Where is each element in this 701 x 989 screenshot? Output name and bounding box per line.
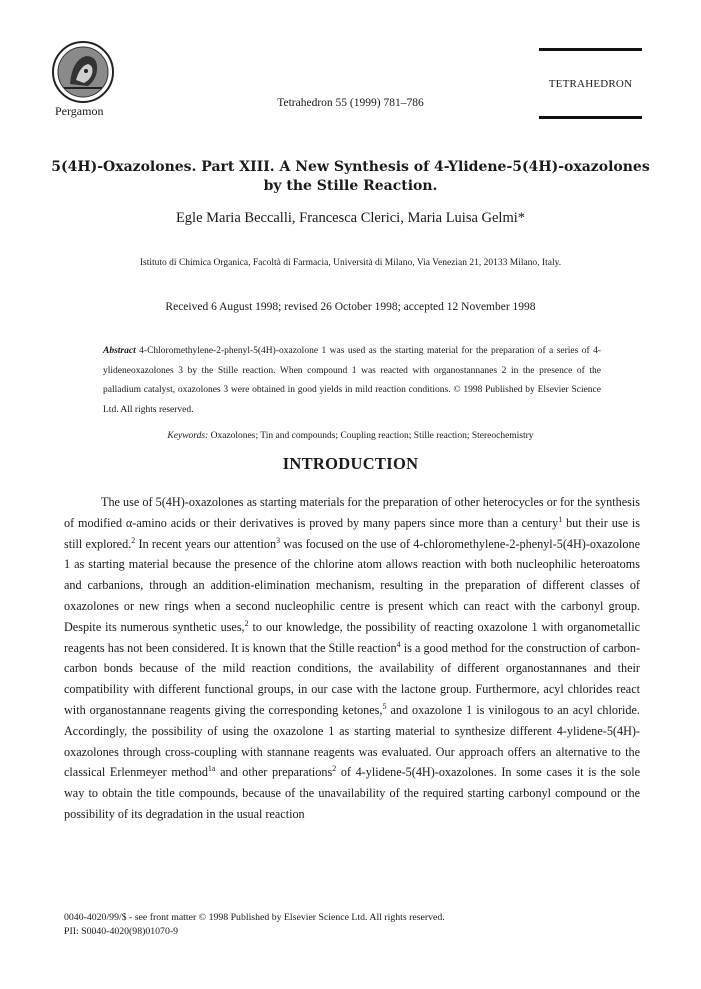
reference-marker: 2 xyxy=(131,535,136,545)
section-heading-introduction: INTRODUCTION xyxy=(282,454,419,473)
affiliation: Istituto di Chimica Organica, Facoltà di Farmacia, Università di Milano, Via Venezian 21, 20133 Milano, Italy. xyxy=(139,258,562,268)
received-dates: Received 6 August 1998; revised 26 October 1998; accepted 12 November 1998 xyxy=(165,301,536,313)
reference-marker: 1 xyxy=(558,514,563,524)
body-text: and other preparations xyxy=(215,765,333,780)
abstract-text: 4-Chloromethylene-2-phenyl-5(4H)-oxazolone 1 was used as the starting material for the preparation of a series of 4-ylideneoxazolones 3 by the Stille reaction. When compound 1 was reacted with organostannanes 2 in the presence of the palladium catalyst, oxazolones 3 were obtained in good yields in mild reaction conditions. © 1998 Published by Elsevier Science Ltd. All rights reserved. xyxy=(103,346,602,415)
reference-marker: 4 xyxy=(396,639,401,649)
introduction-paragraph xyxy=(64,492,640,825)
publisher-name: Pergamon xyxy=(55,104,104,118)
reference-marker: 5 xyxy=(382,701,387,711)
publisher-logo xyxy=(50,40,116,104)
author-list: Egle Maria Beccalli, Francesca Clerici, Maria Luisa Gelmi* xyxy=(175,210,526,226)
abstract xyxy=(103,342,601,420)
journal-citation: Tetrahedron 55 (1999) 781–786 xyxy=(277,97,424,109)
body-text: to our knowledge, the possibility of reacting oxazolone 1 with organometallic reagents has not been considered. It is known that the Stille reaction xyxy=(64,619,640,655)
journal-name: TETRAHEDRON xyxy=(548,78,633,90)
keywords-label: Keywords: xyxy=(167,431,209,441)
body-text: but their use is still explored. xyxy=(64,515,640,551)
header-rule-bottom xyxy=(539,116,642,119)
pii-line: PII: S0040-4020(98)01070-9 xyxy=(64,926,179,937)
reference-marker: 2 xyxy=(244,618,249,628)
body-text: In recent years our attention xyxy=(135,536,277,551)
reference-marker: 2 xyxy=(332,764,337,774)
body-text: and oxazolone 1 is vinilogous to an acyl chloride. Accordingly, the possibility of using the oxazolone 1 as starting material to synthesize different 4-ylidene-5(4H)-oxazolones through cross-coupling with stannane reagents was evaluated. Our approach offers an alternative to the classical Erlenmeyer method xyxy=(64,702,640,780)
keywords xyxy=(0,431,701,441)
footer-notice xyxy=(64,911,445,939)
body-text: is a good method for the construction of carbon-carbon bonds because of the mild reaction conditions, the availability of different organostannanes and their compatibility with different functional groups, in our case with the lactone group. Furthermore, acyl chlorides react with organostannane reagents giving the corresponding ketones, xyxy=(64,640,640,717)
title-line-2: by the Stille Reaction. xyxy=(263,178,438,194)
reference-marker: 3 xyxy=(276,535,281,545)
abstract-label: Abstract xyxy=(103,346,136,356)
reference-marker: 1a xyxy=(207,764,216,774)
elsevier-tree-seal-icon xyxy=(50,40,116,104)
body-text: The use of 5(4H)-oxazolones as starting materials for the preparation of other heterocycles or for the synthesis of modified α-amino acids or their derivatives is proved by many papers since more than a century xyxy=(64,495,640,530)
introduction-body xyxy=(64,492,640,825)
body-text: was focused on the use of 4-chloromethylene-2-phenyl-5(4H)-oxazolone 1 as starting material because the presence of the chlorine atom allows reaction with both nucleophilic heteroatoms and carbanions, through an addition-elimination mechanism, resulting in the preparation of different classes of oxazolones or new rings when a second nucleophilic centre is present which can react with the carbonyl group. Despite its numerous synthetic uses, xyxy=(64,536,640,634)
header-rule-top xyxy=(539,48,642,51)
title-line-1: 5(4H)-Oxazolones. Part XIII. A New Synthesis of 4-Ylidene-5(4H)-oxazolones xyxy=(51,159,650,175)
copyright-line: 0040-4020/99/$ - see front matter © 1998 Published by Elsevier Science Ltd. All rights reserved. xyxy=(64,912,445,923)
body-text: of 4-ylidene-5(4H)-oxazolones. In some cases it is the sole way to obtain the title compounds, because of the unavailability of the required starting carbonyl compound or the possibility of its degradation in the usual reaction xyxy=(64,765,641,821)
keywords-text: Oxazolones; Tin and compounds; Coupling reaction; Stille reaction; Stereochemistry xyxy=(210,431,534,441)
article-title xyxy=(40,158,661,196)
